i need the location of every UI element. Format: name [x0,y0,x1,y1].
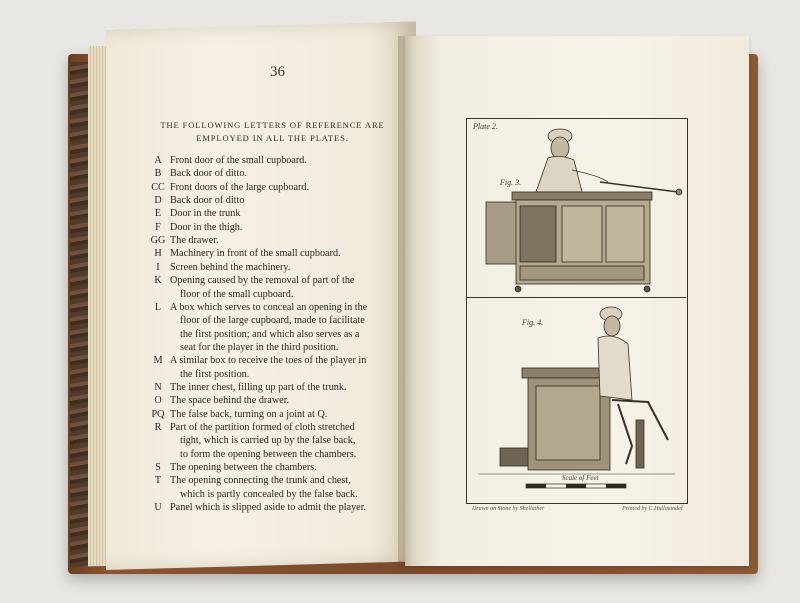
reference-letter: I [156,261,160,273]
fig4-cabinet [500,368,614,470]
reference-text: floor of the small cupboard. [180,288,294,300]
drawn-by-caption: Drawn on Stone by Shellather [472,506,545,512]
reference-letter: N [154,381,162,393]
plate-label: Plate 2. [473,122,498,131]
reference-letter: H [154,248,162,260]
reference-letter: O [154,395,162,407]
reference-text: Back door of ditto [170,195,245,207]
fig4-label: Fig. 4. [522,318,544,327]
reference-text: Screen behind the machinery. [170,261,291,273]
reference-text: The space behind the drawer. [170,395,290,407]
reference-text: The opening between the chambers. [170,462,317,474]
reference-letter: L [154,301,162,313]
reference-text: which is partly concealed by the false back. [180,488,358,500]
reference-text: The inner chest, filling up part of the trunk. [170,381,347,393]
reference-text: to form the opening between the chambers. [180,448,357,460]
reference-letter: M [153,355,163,367]
reference-letter: A [154,155,162,166]
reference-text: Panel which is slipped aside to admit the player. [170,502,367,514]
reference-text: floor of the large cupboard, made to facilitate [180,315,365,327]
reference-letter: T [154,475,162,487]
scale-label: Scale of Feet [562,474,599,482]
reference-letter: F [155,221,161,233]
reference-letter: E [154,208,162,220]
reference-letter: D [154,195,162,207]
reference-letter: CC [151,181,165,193]
printed-by-caption: Printed by C.Hullmandel [622,506,683,512]
reference-letter: R [154,422,162,433]
reference-text: The drawer. [170,235,219,247]
reference-text: seat for the player in the third position. [180,341,339,353]
reference-text: A box which serves to conceal an opening in the [170,301,368,313]
reference-header-line-2: EMPLOYED IN ALL THE PLATES. [196,133,349,143]
reference-text: Door in the trunk [170,208,241,220]
reference-text: The false back, turning on a joint at Q. [170,408,328,420]
reference-text: Front doors of the large cupboard. [170,181,310,193]
fig3-turk-figure [536,129,682,195]
reference-text: Machinery in front of the small cupboard. [170,248,341,260]
reference-header-line-1: THE FOLLOWING LETTERS OF REFERENCE ARE [160,120,385,130]
reference-text: tight, which is carried up by the false back, [180,435,356,447]
reference-letter: U [154,502,162,514]
fig3-label: Fig. 3. [500,178,522,187]
reference-text: A similar box to receive the toes of the player in [170,355,367,367]
reference-text: Front door of the small cupboard. [170,155,307,166]
reference-text: The opening connecting the trunk and chest, [170,475,351,487]
reference-text: Part of the partition formed of cloth stretched [170,422,355,433]
reference-letter: B [154,168,162,180]
reference-text: Back door of ditto. [170,168,247,180]
reference-text: Opening caused by the removal of part of the [170,275,355,287]
reference-letter: S [155,462,161,474]
reference-text: the first position. [180,368,250,380]
reference-letter: K [154,275,162,287]
reference-text: Door in the thigh. [170,221,243,233]
fig3-cabinet [486,192,652,292]
page-number: 36 [270,64,285,80]
scale-bar [526,484,626,488]
reference-letter: PQ [151,408,165,420]
reference-letter: GG [150,235,166,247]
reference-text: the first position; and which also serves as a [180,328,360,340]
